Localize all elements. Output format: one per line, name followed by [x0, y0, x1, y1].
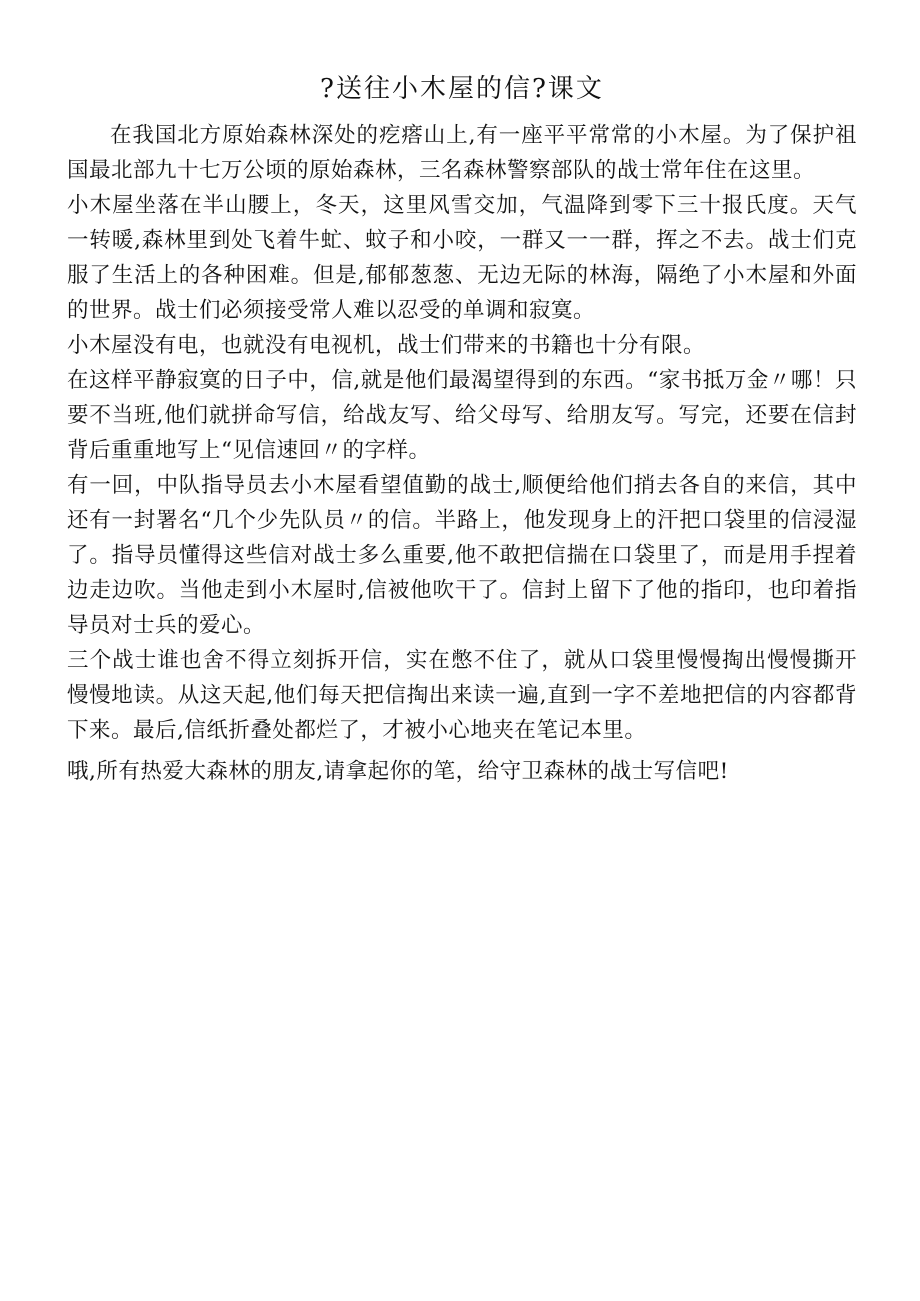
paragraph-2: 小木屋坐落在半山腰上，冬天，这里风雪交加，气温降到零下三十报氏度。天气一转暖,森林里到处飞着牛虻、蚊子和小咬，一群又一一群，挥之不去。战士们克服了生活上的各种困难。但是,郁郁葱葱、无边无际的林海，隔绝了小木屋和外面的世界。战士们必须接受常人难以忍受的单调和寂寞。 — [67, 193, 857, 323]
page-title: ?送往小木屋的信?课文 — [320, 74, 604, 104]
paragraph-3: 小木屋没有电，也就没有电视机，战士们带来的书籍也十分有限。 — [67, 333, 706, 358]
paragraph-4: 在这样平静寂寞的日子中，信,就是他们最渴望得到的东西。“家书抵万金〃哪！只要不当班,他们就拼命写信，给战友写、给父母写、给朋友写。写完，还要在信封背后重重地写上“见信速回〃的字样。 — [67, 368, 857, 463]
paragraph-1: 在我国北方原始森林深处的疙瘩山上,有一座平平常常的小木屋。为了保护祖国最北部九十七万公顷的原始森林，三名森林警察部队的战士常年住在这里。 — [67, 123, 857, 183]
paragraph-6: 三个战士谁也舍不得立刻拆开信，实在憋不住了，就从口袋里慢慢掏出慢慢撕开慢慢地读。从这天起,他们每天把信掏出来读一遍,直到一字不差地把信的内容都背下来。最后,信纸折叠处都烂了，才被小心地夹在笔记本里。 — [67, 648, 857, 743]
document-page — [67, 72, 857, 789]
paragraph-7: 哦,所有热爱大森林的朋友,请拿起你的笔，给守卫森林的战士写信吧! — [67, 759, 729, 784]
paragraph-5: 有一回，中队指导员去小木屋看望值勤的战士,顺便给他们捎去各自的来信，其中还有一封署名“几个少先队员〃的信。半路上，他发现身上的汗把口袋里的信浸湿了。指导员懂得这些信对战士多么重要,他不敢把信揣在口袋里了，而是用手捏着边走边吹。当他走到小木屋时,信被他吹干了。信封上留下了他的指印，也印着指导员对士兵的爱心。 — [67, 473, 857, 638]
